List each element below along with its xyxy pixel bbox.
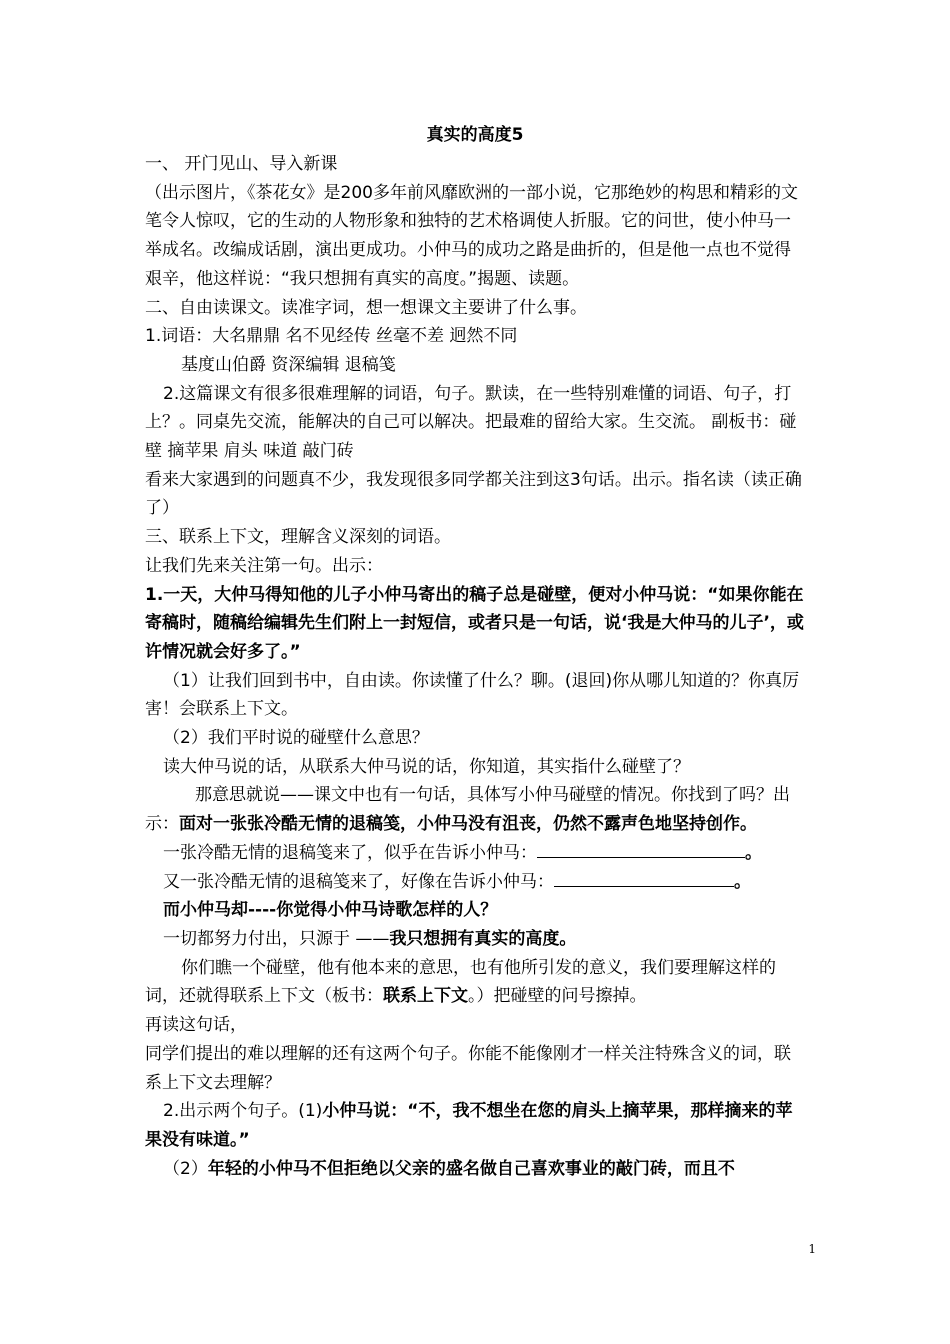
section-heading-3: 三、联系上下文，理解含义深刻的词语。 bbox=[145, 527, 451, 548]
explanation-text-1: 你们瞧一个碰壁，他有他本来的意思，也有他所引发的意义，我们要理解这样的词，还就得联系上下文（板书： bbox=[145, 957, 776, 1007]
explanation-paragraph bbox=[145, 954, 807, 1011]
two-sentences-line bbox=[145, 1097, 807, 1154]
two-sentences-quote-1: 小仲马说：“不，我不想坐在您的肩头上摘苹果，那样摘来的苹果没有味道。” bbox=[145, 1101, 793, 1150]
quote-sentence-1: 1.一天，大仲马得知他的儿子小仲马寄出的稿子总是碰壁，便对小仲马说：“如果你能在寄稿时，随稿给编辑先生们附上一封短信，或者只是一句话，说‘我是大仲马的儿子’，或许情况就会好多了。” bbox=[145, 584, 804, 662]
source-quote: 我只想拥有真实的高度。 bbox=[389, 928, 577, 949]
answer-blank-1[interactable] bbox=[537, 839, 745, 858]
document-body bbox=[145, 150, 807, 1183]
document-title: 真实的高度5 bbox=[426, 125, 524, 145]
second-sentence-line bbox=[145, 1155, 807, 1184]
vocabulary-line-2: 基度山伯爵 资深编辑 退稿笺 bbox=[181, 354, 396, 375]
fill-blank-text-2: 又一张冷酷无情的退稿笺来了，好像在告诉小仲马： bbox=[163, 871, 554, 892]
reading-prompt: 读大仲马说的话，从联系大仲马说的话，你知道，其实指什么碰壁了？ bbox=[163, 756, 690, 777]
difficult-sentences-paragraph: 同学们提出的难以理解的还有这两个句子。你能不能像刚才一样关注特殊含义的词，联系上下文去理解？ bbox=[145, 1043, 791, 1093]
source-text: 一切都努力付出，只源于 —— bbox=[163, 928, 390, 949]
fill-blank-end-2: 。 bbox=[734, 871, 751, 892]
answer-blank-2[interactable] bbox=[554, 868, 734, 887]
explanation-text-2: 。）把碰壁的问号擦掉。 bbox=[468, 986, 647, 1007]
question-1: （1）让我们回到书中，自由读。你读懂了什么？聊。(退回)你从哪儿知道的？你真厉害！会联系上下文。 bbox=[145, 670, 800, 720]
explanation-board-note: 联系上下文 bbox=[383, 986, 468, 1007]
context-paragraph bbox=[145, 781, 807, 838]
two-sentences-text: 2.出示两个句子。(1) bbox=[163, 1101, 323, 1122]
context-quote: 面对一张张冷酷无情的退稿笺，小仲马没有沮丧，仍然不露声色地坚持创作。 bbox=[179, 814, 757, 835]
fill-blank-line-2 bbox=[145, 868, 807, 897]
section-heading-2: 二、自由读课文。读准字词，想一想课文主要讲了什么事。 bbox=[145, 297, 587, 318]
page-number: 1 bbox=[808, 1242, 816, 1256]
section-heading-1: 一、 开门见山、导入新课 bbox=[145, 154, 338, 174]
character-question: 而小仲马却----你觉得小仲马诗歌怎样的人？ bbox=[163, 900, 498, 921]
focus-sentence-intro: 让我们先来关注第一句。出示： bbox=[145, 555, 383, 576]
observation-paragraph: 看来大家遇到的问题真不少，我发现很多同学都关注到这3句话。出示。指名读（读正确了） bbox=[145, 469, 802, 519]
context-text: 那意思就说——课文中也有一句话，具体写小仲马碰壁的情况。你找到了吗？出示： bbox=[145, 785, 790, 835]
reread-line: 再读这句话， bbox=[145, 1015, 247, 1036]
discussion-paragraph: 2.这篇课文有很多很难理解的词语，句子。默读，在一些特别难懂的词语、句子，打上？。同桌先交流，能解决的自己可以解决。把最难的留给大家。生交流。 副板书：碰壁 摘苹果 肩头 味道 敲门砖 bbox=[145, 383, 797, 462]
question-2: （2）我们平时说的碰壁什么意思？ bbox=[163, 728, 429, 749]
vocabulary-line-1: 1.词语：大名鼎鼎 名不见经传 丝毫不差 迥然不同 bbox=[145, 326, 518, 347]
second-sentence-number: （2） bbox=[163, 1158, 208, 1179]
source-line bbox=[145, 925, 807, 954]
fill-blank-end-1: 。 bbox=[745, 842, 762, 863]
intro-paragraph: （出示图片，《茶花女》是200多年前风靡欧洲的一部小说，它那绝妙的构思和精彩的文笔令人惊叹，它的生动的人物形象和独特的艺术格调使人折服。它的问世，使小仲马一举成名。改编成话剧，演出更成功。小仲马的成功之路是曲折的，但是他一点也不觉得艰辛，他这样说：“我只想拥有真实的高度。”揭题、读题。 bbox=[145, 182, 798, 289]
second-sentence-quote: 年轻的小仲马不但拒绝以父亲的盛名做自己喜欢事业的敲门砖，而且不 bbox=[207, 1158, 735, 1179]
fill-blank-line-1 bbox=[145, 839, 807, 868]
fill-blank-text-1: 一张冷酷无情的退稿笺来了，似乎在告诉小仲马： bbox=[163, 842, 537, 863]
